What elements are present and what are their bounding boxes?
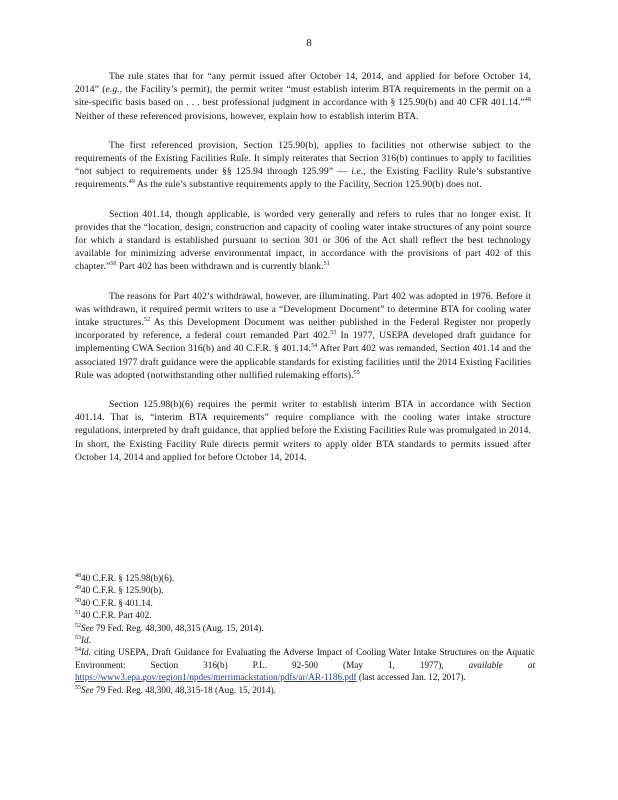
text-run: As the rule’s substantive requirements apply to the Facility, Section 125.90(b) does not. <box>134 179 482 191</box>
footnote-53 <box>75 634 535 646</box>
text-run: The first referenced provision, Section 125.90(b), applies to facilities not otherwise subject to the requirements of the Existing Facilities Rule. It simply reiterates that Section 316(b) continues to apply to facilities “not subject to requirements under §§ 125.94 through 125.99” — <box>75 139 531 178</box>
text-run: Part 402 has been withdrawn and is currently blank. <box>116 261 324 273</box>
footnote-number: 50 <box>75 597 81 604</box>
paragraph-3 <box>75 208 531 274</box>
text-run: , the Facility’s permit), the permit writer “must establish interim BTA requirements in the permit on a site-specific basis based on . . . best professional judgment in accordance with § 125.90(b) and 40 CFR 401.14.” <box>75 84 531 109</box>
footnote-text: 40 C.F.R. § 125.90(b). <box>81 585 164 596</box>
footnote-number: 51 <box>75 610 81 617</box>
footnote-signal: available at <box>468 659 536 670</box>
text-run-italic: i.e. <box>351 166 364 178</box>
text-run: After Part 402 was remanded, Section 401.14 and the associated 1977 draft guidance were the applicable standards for existing facilities until the 2014 Existing Facilities Rule was adopted (notwithstanding other nullified rulemaking efforts). <box>75 343 531 381</box>
footnote-signal: See <box>81 622 94 633</box>
footnote-signal: Id <box>81 647 89 658</box>
footnote-number: 48 <box>75 572 81 579</box>
footnote-ref[interactable]: 50 <box>110 261 117 268</box>
text-run: Section 125.98(b)(6) requires the permit writer to establish interim BTA in accordance with Section 401.14. That is, “interim BTA requirements” require compliance with the cooling water intake structure regulations, interpreted by draft guidance, that applied before the Existing Facilities Rule was promulgated in 2014. In short, the Existing Facility Rule directs permit writers to apply older BTA standards to permits issued after October 14, 2014 and applied for before October 14, 2014. <box>75 399 531 463</box>
text-run: In 1977, USEPA developed draft guidance for implementing CWA Section 316(b) and 40 C.F.R. § 401.14. <box>75 330 531 355</box>
footnote-signal: Id <box>81 635 89 646</box>
footnote-text: 40 C.F.R. § 401.14. <box>81 597 153 608</box>
footnote-text: . citing USEPA, Draft Guidance for Evaluating the Adverse Impact of Cooling Water Intake Structures on the Aquatic Environment: Section 316(b) P.L. 92-500 (May 1, 1977), <box>75 647 535 670</box>
paragraph-5 <box>75 398 531 464</box>
footnote-text: 40 C.F.R. Part 402. <box>81 610 152 621</box>
text-run: Neither of these referenced provisions, however, explain how to establish interim BTA. <box>75 110 419 122</box>
text-run: Section 401.14, though applicable, is worded very generally and refers to rules that no longer exist. It provides that the “location, design, construction and capacity of cooling water intake structures of any point source for which a standard is established pursuant to section 301 or 306 of the Act shall reflect the best technology available for minimizing adverse environmental impact, in accordance with the provisions of part 402 of this chapter.” <box>75 208 531 273</box>
footnote-text: (last accessed Jan. 12, 2017). <box>356 672 466 683</box>
footnote-52 <box>75 622 535 634</box>
footnote-number: 54 <box>75 647 81 654</box>
footnote-link[interactable]: https://www3.epa.gov/region1/npdes/merrimackstation/pdfs/ar/AR-1186.pdf <box>75 672 357 683</box>
footnote-ref[interactable]: 55 <box>353 369 360 376</box>
footnote-signal: See <box>81 684 94 695</box>
footnote-number: 52 <box>75 622 81 629</box>
footnote-ref[interactable]: 48 <box>524 97 531 104</box>
text-run: The rule states that for “any permit issued after October 14, 2014, and applied for before October 14, 2014” ( <box>75 71 531 96</box>
footnote-text: 40 C.F.R. § 125.98(b)(6). <box>81 573 175 583</box>
footnote-text: 79 Fed. Reg. 48,300, 48,315-18 (Aug. 15, 2014). <box>93 684 276 695</box>
page-number: 8 <box>306 37 312 49</box>
paragraph-4 <box>75 290 531 382</box>
footnote-48 <box>75 572 535 584</box>
footnote-ref[interactable]: 52 <box>143 316 151 323</box>
footnote-54 <box>75 646 535 683</box>
body-text <box>75 70 531 480</box>
footnote-55 <box>75 684 535 696</box>
text-run-italic: e.g. <box>105 84 120 96</box>
text-run: , the Existing Facility Rule’s substantive requirements. <box>75 166 532 191</box>
text-run: The reasons for Part 402’s withdrawal, however, are illuminating. Part 402 was adopted in 1976. Before it was withdrawn, it required permit writers to use a “Development Document” to determine BTA for cooling water intake structures. <box>75 290 531 329</box>
paragraph-1 <box>75 70 531 123</box>
footnote-50 <box>75 597 535 609</box>
footnote-ref[interactable]: 51 <box>323 261 330 268</box>
footnote-number: 55 <box>75 684 81 691</box>
footnote-text: 79 Fed. Reg. 48,300, 48,315 (Aug. 15, 2014). <box>93 622 264 633</box>
footnote-ref[interactable]: 53 <box>330 330 337 337</box>
footnote-ref[interactable]: 49 <box>128 179 135 186</box>
text-run: As this Development Document was neither published in the Federal Register nor properly incorporated by reference, a federal court remanded Part 402. <box>75 317 531 342</box>
footnote-number: 53 <box>75 634 81 641</box>
footnote-number: 49 <box>75 585 81 592</box>
footnotes <box>75 572 535 696</box>
footnote-text: . <box>88 635 91 646</box>
paragraph-2 <box>75 139 531 192</box>
footnote-51 <box>75 609 535 621</box>
footnote-ref[interactable]: 54 <box>311 343 318 350</box>
footnote-49 <box>75 584 535 596</box>
